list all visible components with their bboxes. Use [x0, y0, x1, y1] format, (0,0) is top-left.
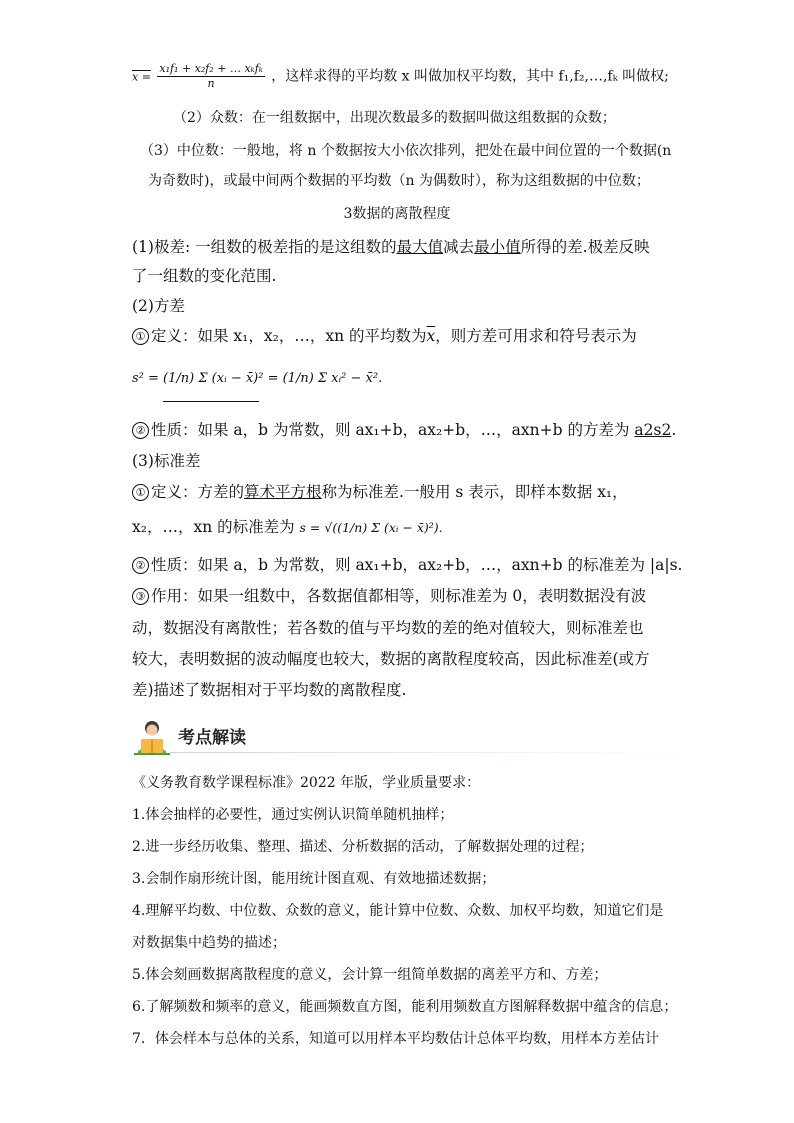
reading-student-icon: [132, 717, 172, 757]
mode-definition: （2）众数：在一组数据中，出现次数最多的数据叫做这组数据的众数；: [173, 110, 616, 126]
standards-item-6: 6.了解频数和频率的意义，能画频数直方图，能利用频数直方图解释数据中蕴含的信息；: [132, 999, 678, 1015]
section-header-rule: [170, 752, 690, 753]
standards-item-1: 1.体会抽样的必要性，通过实例认识简单随机抽样；: [132, 807, 454, 823]
sd-def-a: 定义：方差的: [151, 483, 245, 501]
range-text-a: (1)极差: 一组数的极差指的是这组数的: [132, 238, 397, 256]
sd-definition-2: [132, 516, 443, 539]
weighted-mean-text: ，这样求得的平均数 x 叫做加权平均数，其中 f₁,f₂,…,fₖ 叫做权;: [271, 68, 669, 85]
sd-use-1: [132, 585, 646, 607]
sd-formula: s = √((1/n) Σ (xᵢ − x̄)²).: [299, 520, 443, 535]
standards-item-4-cont: 对数据集中趋势的描述；: [132, 935, 286, 951]
variance-heading: (2)方差: [132, 297, 185, 315]
sd-heading: (3)标准差: [132, 452, 201, 470]
median-definition-2: 为奇数时)，或最中间两个数据的平均数（n 为偶数时），称为这组数据的中位数；: [148, 173, 650, 189]
range-text-c: 所得的差.极差反映: [520, 238, 650, 256]
standards-item-3: 3.会制作扇形统计图，能用统计图直观、有效地描述数据；: [132, 871, 496, 887]
formula-lhs: x =: [132, 70, 151, 84]
variance-def-a: 定义：如果 x₁，x₂，…，xn 的平均数为: [151, 327, 427, 345]
range-definition: [132, 236, 650, 258]
standards-item-7: 7．体会样本与总体的关系，知道可以用样本平均数估计总体平均数，用样本方差估计: [132, 1031, 659, 1047]
circled-two: ②: [132, 422, 149, 439]
median-definition-1: （3）中位数：一般地，将 n 个数据按大小依次排列，把处在最中间位置的一个数据(n: [140, 143, 672, 159]
standards-item-2: 2.进一步经历收集、整理、描述、分析数据的活动，了解数据处理的过程；: [132, 839, 594, 855]
formula-underline: [163, 401, 259, 402]
variance-definition: [132, 325, 637, 347]
variance-prop-value: a2s2: [634, 421, 672, 439]
circled-three: ③: [132, 588, 149, 605]
standards-item-4: 4.理解平均数、中位数、众数的意义，能计算中位数、众数、加权平均数，知道它们是: [132, 903, 664, 919]
sd-use-4: 差)描述了数据相对于平均数的离散程度.: [132, 681, 407, 699]
section-header: [132, 715, 692, 759]
standards-intro: 《义务教育数学课程标准》2022 年版，学业质量要求：: [132, 775, 481, 791]
sd-prop-text: 性质：如果 a，b 为常数，则 ax₁+b，ax₂+b，…，axn+b 的标准差为 |a|s.: [151, 556, 683, 574]
variance-prop-end: .: [671, 421, 677, 439]
range-min: 最小值: [474, 238, 521, 256]
circled-one: ①: [132, 328, 149, 345]
range-max: 最大值: [396, 238, 444, 256]
section-header-title: 考点解读: [178, 728, 246, 748]
variance-mean-symbol: $\overline{x}$: [426, 327, 436, 345]
circled-two-b: ②: [132, 557, 149, 574]
sd-definition: [132, 481, 628, 503]
variance-prop-text: 性质：如果 a，b 为常数，则 ax₁+b，ax₂+b，…，axn+b 的方差为: [151, 421, 630, 439]
variance-formula: s² = (1/n) Σ (xᵢ − x̄)² = (1/n) Σ xᵢ² − x̄².: [132, 371, 383, 386]
sd-def-b: 称为标准差.一般用 s 表示，即样本数据 x₁，: [321, 483, 628, 501]
sd-def-sqrt: 算术平方根: [244, 483, 322, 501]
section-title: 3数据的离散程度: [343, 206, 451, 222]
standards-item-5: 5.体会刻画数据离散程度的意义，会计算一组简单数据的离差平方和、方差；: [132, 967, 608, 983]
range-definition-2: 了一组数的变化范围.: [132, 267, 277, 285]
variance-def-b: ，则方差可用求和符号表示为: [435, 327, 637, 345]
weighted-mean-fraction: [157, 62, 264, 91]
fraction-denominator: n: [207, 77, 215, 90]
sd-property: [132, 554, 682, 576]
sd-use-1-text: 作用：如果一组数中，各数据值都相等，则标准差为 0，表明数据没有波: [151, 587, 647, 605]
sd-def2-text: x₂，…，xn 的标准差为: [132, 518, 295, 536]
circled-one-b: ①: [132, 484, 149, 501]
sd-use-3: 较大，表明数据的波动幅度也较大，数据的离散程度较高，因此标准差(或方: [132, 650, 650, 668]
fraction-numerator: x₁f₁ + x₂f₂ + … xₖfₖ: [159, 62, 263, 75]
variance-property: [132, 419, 676, 441]
weighted-mean-line: [132, 62, 669, 91]
range-text-b: 减去: [443, 238, 475, 256]
sd-use-2: 动，数据没有离散性；若各数的值与平均数的差的绝对值较大，则标准差也: [132, 619, 644, 637]
